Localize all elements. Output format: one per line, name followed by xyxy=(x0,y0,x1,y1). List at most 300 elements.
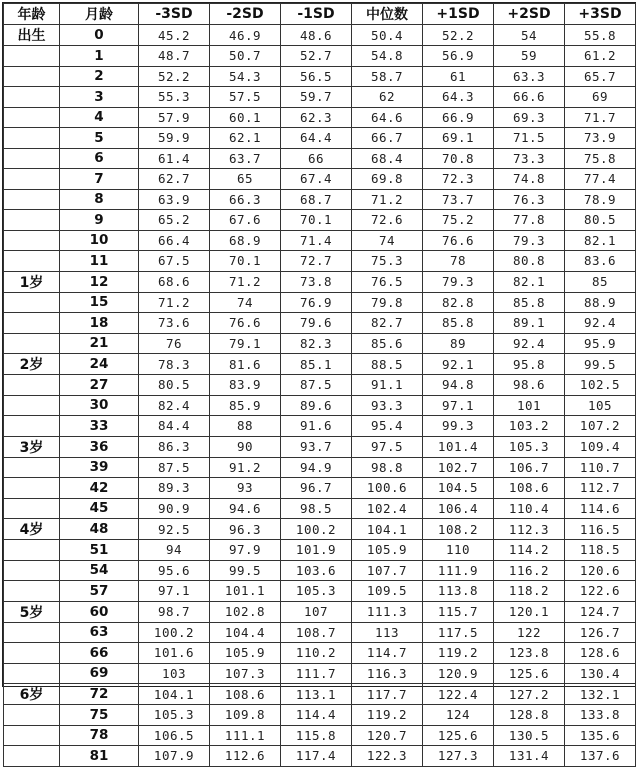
value-cell: 132.1 xyxy=(565,684,636,705)
value-cell: 46.9 xyxy=(210,25,281,46)
value-cell: 110 xyxy=(423,540,494,561)
age-group-cell xyxy=(4,705,60,726)
age-group-cell xyxy=(4,333,60,354)
table-row xyxy=(4,395,636,416)
value-cell: 66 xyxy=(281,148,352,169)
age-group-cell xyxy=(4,395,60,416)
value-cell: 92.4 xyxy=(494,333,565,354)
age-group-cell xyxy=(4,169,60,190)
value-cell: 125.6 xyxy=(494,663,565,684)
value-cell: 70.8 xyxy=(423,148,494,169)
value-cell: 120.6 xyxy=(565,560,636,581)
value-cell: 89 xyxy=(423,333,494,354)
value-cell: 69.3 xyxy=(494,107,565,128)
value-cell: 67.6 xyxy=(210,210,281,231)
value-cell: 124 xyxy=(423,705,494,726)
value-cell: 114.4 xyxy=(281,705,352,726)
age-group-cell xyxy=(4,292,60,313)
value-cell: 127.2 xyxy=(494,684,565,705)
value-cell: 111.7 xyxy=(281,663,352,684)
value-cell: 107.7 xyxy=(352,560,423,581)
table-row xyxy=(4,643,636,664)
growth-standard-table xyxy=(3,3,636,767)
value-cell: 65.2 xyxy=(139,210,210,231)
value-cell: 50.4 xyxy=(352,25,423,46)
table-row xyxy=(4,705,636,726)
value-cell: 56.9 xyxy=(423,46,494,67)
value-cell: 79.6 xyxy=(281,313,352,334)
value-cell: 99.3 xyxy=(423,416,494,437)
value-cell: 95.4 xyxy=(352,416,423,437)
value-cell: 96.7 xyxy=(281,478,352,499)
value-cell: 87.5 xyxy=(139,457,210,478)
value-cell: 75.2 xyxy=(423,210,494,231)
table-row xyxy=(4,684,636,705)
table-row xyxy=(4,519,636,540)
value-cell: 69.8 xyxy=(352,169,423,190)
age-group-cell: 4岁 xyxy=(4,519,60,540)
value-cell: 72.6 xyxy=(352,210,423,231)
age-group-cell xyxy=(4,230,60,251)
value-cell: 95.6 xyxy=(139,560,210,581)
value-cell: 107.9 xyxy=(139,746,210,767)
header-minus-2sd: -2SD xyxy=(210,4,281,25)
age-group-cell xyxy=(4,46,60,67)
table-row xyxy=(4,189,636,210)
value-cell: 68.7 xyxy=(281,189,352,210)
value-cell: 66.9 xyxy=(423,107,494,128)
value-cell: 124.7 xyxy=(565,601,636,622)
header-plus-2sd: +2SD xyxy=(494,4,565,25)
month-age-cell: 39 xyxy=(60,457,139,478)
value-cell: 71.4 xyxy=(281,230,352,251)
month-age-cell: 57 xyxy=(60,581,139,602)
value-cell: 108.6 xyxy=(210,684,281,705)
value-cell: 112.3 xyxy=(494,519,565,540)
value-cell: 70.1 xyxy=(210,251,281,272)
month-age-cell: 2 xyxy=(60,66,139,87)
month-age-cell: 75 xyxy=(60,705,139,726)
value-cell: 89.1 xyxy=(494,313,565,334)
value-cell: 54 xyxy=(494,25,565,46)
header-age: 年龄 xyxy=(4,4,60,25)
table-row xyxy=(4,375,636,396)
value-cell: 110.4 xyxy=(494,498,565,519)
value-cell: 122.3 xyxy=(352,746,423,767)
value-cell: 79.8 xyxy=(352,292,423,313)
value-cell: 116.2 xyxy=(494,560,565,581)
value-cell: 62.7 xyxy=(139,169,210,190)
value-cell: 109.4 xyxy=(565,436,636,457)
value-cell: 76.3 xyxy=(494,189,565,210)
value-cell: 104.5 xyxy=(423,478,494,499)
value-cell: 59.9 xyxy=(139,128,210,149)
value-cell: 102.5 xyxy=(565,375,636,396)
value-cell: 67.5 xyxy=(139,251,210,272)
header-minus-3sd: -3SD xyxy=(139,4,210,25)
value-cell: 82.1 xyxy=(565,230,636,251)
value-cell: 64.3 xyxy=(423,87,494,108)
value-cell: 81.6 xyxy=(210,354,281,375)
table-row xyxy=(4,663,636,684)
value-cell: 120.9 xyxy=(423,663,494,684)
month-age-cell: 21 xyxy=(60,333,139,354)
value-cell: 65 xyxy=(210,169,281,190)
value-cell: 48.7 xyxy=(139,46,210,67)
table-row xyxy=(4,560,636,581)
value-cell: 72.3 xyxy=(423,169,494,190)
age-group-cell xyxy=(4,457,60,478)
value-cell: 103 xyxy=(139,663,210,684)
value-cell: 115.7 xyxy=(423,601,494,622)
age-group-cell xyxy=(4,581,60,602)
month-age-cell: 10 xyxy=(60,230,139,251)
value-cell: 101.4 xyxy=(423,436,494,457)
value-cell: 89.6 xyxy=(281,395,352,416)
value-cell: 62.1 xyxy=(210,128,281,149)
value-cell: 131.4 xyxy=(494,746,565,767)
table-row xyxy=(4,622,636,643)
month-age-cell: 63 xyxy=(60,622,139,643)
age-group-cell: 出生 xyxy=(4,25,60,46)
value-cell: 118.2 xyxy=(494,581,565,602)
value-cell: 45.2 xyxy=(139,25,210,46)
value-cell: 68.6 xyxy=(139,271,210,292)
month-age-cell: 4 xyxy=(60,107,139,128)
table-row xyxy=(4,66,636,87)
value-cell: 105.3 xyxy=(494,436,565,457)
value-cell: 90 xyxy=(210,436,281,457)
value-cell: 75.8 xyxy=(565,148,636,169)
value-cell: 97.9 xyxy=(210,540,281,561)
value-cell: 54.3 xyxy=(210,66,281,87)
value-cell: 104.4 xyxy=(210,622,281,643)
value-cell: 85 xyxy=(565,271,636,292)
table-row xyxy=(4,725,636,746)
value-cell: 79.3 xyxy=(494,230,565,251)
value-cell: 107.2 xyxy=(565,416,636,437)
value-cell: 113.1 xyxy=(281,684,352,705)
table-row xyxy=(4,354,636,375)
value-cell: 117.5 xyxy=(423,622,494,643)
value-cell: 104.1 xyxy=(352,519,423,540)
month-age-cell: 48 xyxy=(60,519,139,540)
month-age-cell: 81 xyxy=(60,746,139,767)
month-age-cell: 18 xyxy=(60,313,139,334)
table-row xyxy=(4,436,636,457)
value-cell: 93.3 xyxy=(352,395,423,416)
value-cell: 73.6 xyxy=(139,313,210,334)
value-cell: 59.7 xyxy=(281,87,352,108)
value-cell: 110.7 xyxy=(565,457,636,478)
value-cell: 76 xyxy=(139,333,210,354)
month-age-cell: 54 xyxy=(60,560,139,581)
value-cell: 74 xyxy=(352,230,423,251)
value-cell: 99.5 xyxy=(565,354,636,375)
value-cell: 94.6 xyxy=(210,498,281,519)
value-cell: 95.8 xyxy=(494,354,565,375)
table-row xyxy=(4,601,636,622)
value-cell: 102.8 xyxy=(210,601,281,622)
age-group-cell: 2岁 xyxy=(4,354,60,375)
value-cell: 84.4 xyxy=(139,416,210,437)
value-cell: 128.6 xyxy=(565,643,636,664)
value-cell: 99.5 xyxy=(210,560,281,581)
value-cell: 78.9 xyxy=(565,189,636,210)
table-row xyxy=(4,169,636,190)
age-group-cell xyxy=(4,210,60,231)
month-age-cell: 9 xyxy=(60,210,139,231)
month-age-cell: 11 xyxy=(60,251,139,272)
value-cell: 111.3 xyxy=(352,601,423,622)
value-cell: 64.6 xyxy=(352,107,423,128)
header-median: 中位数 xyxy=(352,4,423,25)
value-cell: 87.5 xyxy=(281,375,352,396)
value-cell: 105.9 xyxy=(352,540,423,561)
value-cell: 94 xyxy=(139,540,210,561)
header-row xyxy=(4,4,636,25)
value-cell: 66.3 xyxy=(210,189,281,210)
value-cell: 102.4 xyxy=(352,498,423,519)
table-row xyxy=(4,313,636,334)
value-cell: 66.6 xyxy=(494,87,565,108)
value-cell: 63.3 xyxy=(494,66,565,87)
age-group-cell xyxy=(4,416,60,437)
month-age-cell: 8 xyxy=(60,189,139,210)
value-cell: 103.6 xyxy=(281,560,352,581)
value-cell: 111.9 xyxy=(423,560,494,581)
value-cell: 97.1 xyxy=(139,581,210,602)
value-cell: 63.9 xyxy=(139,189,210,210)
value-cell: 98.7 xyxy=(139,601,210,622)
age-group-cell: 3岁 xyxy=(4,436,60,457)
month-age-cell: 69 xyxy=(60,663,139,684)
value-cell: 71.7 xyxy=(565,107,636,128)
age-group-cell xyxy=(4,107,60,128)
value-cell: 74 xyxy=(210,292,281,313)
value-cell: 111.1 xyxy=(210,725,281,746)
value-cell: 130.5 xyxy=(494,725,565,746)
value-cell: 91.1 xyxy=(352,375,423,396)
value-cell: 101 xyxy=(494,395,565,416)
age-group-cell xyxy=(4,375,60,396)
value-cell: 98.8 xyxy=(352,457,423,478)
value-cell: 80.5 xyxy=(139,375,210,396)
value-cell: 97.5 xyxy=(352,436,423,457)
value-cell: 92.4 xyxy=(565,313,636,334)
value-cell: 108.6 xyxy=(494,478,565,499)
value-cell: 82.8 xyxy=(423,292,494,313)
table-row xyxy=(4,271,636,292)
value-cell: 133.8 xyxy=(565,705,636,726)
table-row xyxy=(4,498,636,519)
table-row xyxy=(4,107,636,128)
value-cell: 105.3 xyxy=(281,581,352,602)
value-cell: 80.8 xyxy=(494,251,565,272)
value-cell: 108.7 xyxy=(281,622,352,643)
value-cell: 120.7 xyxy=(352,725,423,746)
value-cell: 86.3 xyxy=(139,436,210,457)
value-cell: 94.9 xyxy=(281,457,352,478)
value-cell: 100.2 xyxy=(281,519,352,540)
table-frame xyxy=(2,2,636,764)
age-group-cell xyxy=(4,498,60,519)
value-cell: 113.8 xyxy=(423,581,494,602)
value-cell: 137.6 xyxy=(565,746,636,767)
value-cell: 55.8 xyxy=(565,25,636,46)
value-cell: 82.4 xyxy=(139,395,210,416)
value-cell: 112.7 xyxy=(565,478,636,499)
month-age-cell: 7 xyxy=(60,169,139,190)
value-cell: 117.4 xyxy=(281,746,352,767)
value-cell: 128.8 xyxy=(494,705,565,726)
value-cell: 65.7 xyxy=(565,66,636,87)
value-cell: 106.7 xyxy=(494,457,565,478)
value-cell: 115.8 xyxy=(281,725,352,746)
table-body xyxy=(4,25,636,767)
value-cell: 113 xyxy=(352,622,423,643)
age-group-cell xyxy=(4,313,60,334)
header-plus-3sd: +3SD xyxy=(565,4,636,25)
value-cell: 62 xyxy=(352,87,423,108)
value-cell: 123.8 xyxy=(494,643,565,664)
value-cell: 80.5 xyxy=(565,210,636,231)
value-cell: 63.7 xyxy=(210,148,281,169)
table-row xyxy=(4,46,636,67)
value-cell: 52.2 xyxy=(423,25,494,46)
header-plus-1sd: +1SD xyxy=(423,4,494,25)
value-cell: 101.6 xyxy=(139,643,210,664)
value-cell: 126.7 xyxy=(565,622,636,643)
value-cell: 73.3 xyxy=(494,148,565,169)
value-cell: 89.3 xyxy=(139,478,210,499)
month-age-cell: 5 xyxy=(60,128,139,149)
month-age-cell: 72 xyxy=(60,684,139,705)
value-cell: 135.6 xyxy=(565,725,636,746)
value-cell: 100.2 xyxy=(139,622,210,643)
value-cell: 78 xyxy=(423,251,494,272)
value-cell: 110.2 xyxy=(281,643,352,664)
value-cell: 59 xyxy=(494,46,565,67)
value-cell: 122.6 xyxy=(565,581,636,602)
month-age-cell: 0 xyxy=(60,25,139,46)
value-cell: 64.4 xyxy=(281,128,352,149)
value-cell: 90.9 xyxy=(139,498,210,519)
value-cell: 114.2 xyxy=(494,540,565,561)
table-row xyxy=(4,416,636,437)
value-cell: 88.5 xyxy=(352,354,423,375)
month-age-cell: 36 xyxy=(60,436,139,457)
value-cell: 74.8 xyxy=(494,169,565,190)
value-cell: 83.6 xyxy=(565,251,636,272)
value-cell: 102.7 xyxy=(423,457,494,478)
value-cell: 101.9 xyxy=(281,540,352,561)
value-cell: 93.7 xyxy=(281,436,352,457)
value-cell: 116.3 xyxy=(352,663,423,684)
value-cell: 91.2 xyxy=(210,457,281,478)
value-cell: 79.3 xyxy=(423,271,494,292)
value-cell: 85.9 xyxy=(210,395,281,416)
value-cell: 91.6 xyxy=(281,416,352,437)
value-cell: 122 xyxy=(494,622,565,643)
age-group-cell xyxy=(4,746,60,767)
value-cell: 88.9 xyxy=(565,292,636,313)
value-cell: 109.8 xyxy=(210,705,281,726)
age-group-cell xyxy=(4,663,60,684)
age-group-cell: 1岁 xyxy=(4,271,60,292)
value-cell: 78.3 xyxy=(139,354,210,375)
value-cell: 68.9 xyxy=(210,230,281,251)
age-group-cell xyxy=(4,540,60,561)
value-cell: 66.4 xyxy=(139,230,210,251)
value-cell: 66.7 xyxy=(352,128,423,149)
age-group-cell xyxy=(4,87,60,108)
value-cell: 97.1 xyxy=(423,395,494,416)
month-age-cell: 78 xyxy=(60,725,139,746)
value-cell: 106.5 xyxy=(139,725,210,746)
value-cell: 106.4 xyxy=(423,498,494,519)
age-group-cell xyxy=(4,66,60,87)
value-cell: 82.1 xyxy=(494,271,565,292)
value-cell: 56.5 xyxy=(281,66,352,87)
value-cell: 71.2 xyxy=(352,189,423,210)
value-cell: 107 xyxy=(281,601,352,622)
table-row xyxy=(4,25,636,46)
value-cell: 103.2 xyxy=(494,416,565,437)
value-cell: 94.8 xyxy=(423,375,494,396)
value-cell: 96.3 xyxy=(210,519,281,540)
value-cell: 57.5 xyxy=(210,87,281,108)
value-cell: 92.1 xyxy=(423,354,494,375)
month-age-cell: 45 xyxy=(60,498,139,519)
month-age-cell: 15 xyxy=(60,292,139,313)
value-cell: 72.7 xyxy=(281,251,352,272)
value-cell: 58.7 xyxy=(352,66,423,87)
value-cell: 85.6 xyxy=(352,333,423,354)
value-cell: 57.9 xyxy=(139,107,210,128)
value-cell: 73.7 xyxy=(423,189,494,210)
month-age-cell: 3 xyxy=(60,87,139,108)
value-cell: 79.1 xyxy=(210,333,281,354)
table-row xyxy=(4,251,636,272)
table-row xyxy=(4,581,636,602)
value-cell: 85.8 xyxy=(494,292,565,313)
header-month: 月龄 xyxy=(60,4,139,25)
value-cell: 125.6 xyxy=(423,725,494,746)
value-cell: 76.6 xyxy=(423,230,494,251)
value-cell: 114.6 xyxy=(565,498,636,519)
age-group-cell: 6岁 xyxy=(4,684,60,705)
value-cell: 76.9 xyxy=(281,292,352,313)
value-cell: 85.1 xyxy=(281,354,352,375)
value-cell: 118.5 xyxy=(565,540,636,561)
value-cell: 71.2 xyxy=(139,292,210,313)
value-cell: 122.4 xyxy=(423,684,494,705)
age-group-cell xyxy=(4,189,60,210)
age-group-cell xyxy=(4,148,60,169)
table-row xyxy=(4,128,636,149)
table-row xyxy=(4,478,636,499)
table-row xyxy=(4,333,636,354)
value-cell: 52.2 xyxy=(139,66,210,87)
value-cell: 71.2 xyxy=(210,271,281,292)
value-cell: 76.5 xyxy=(352,271,423,292)
age-group-cell xyxy=(4,128,60,149)
value-cell: 95.9 xyxy=(565,333,636,354)
month-age-cell: 51 xyxy=(60,540,139,561)
age-group-cell xyxy=(4,560,60,581)
value-cell: 60.1 xyxy=(210,107,281,128)
